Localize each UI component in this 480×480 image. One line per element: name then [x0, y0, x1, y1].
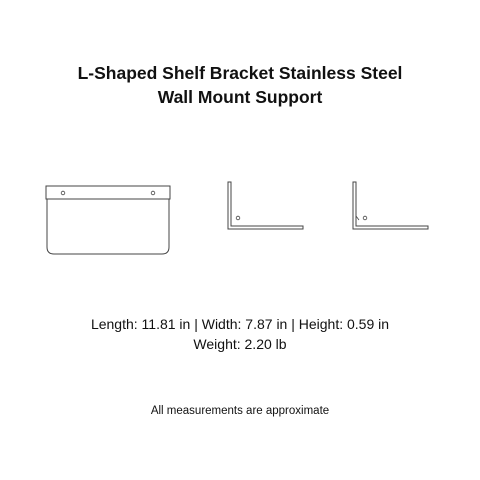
- side-view-mount-hole: [236, 216, 240, 220]
- side-view-alternate-l-profile: [353, 182, 428, 229]
- side-view-alternate-drawing: [351, 180, 433, 232]
- front-view-drawing: [44, 184, 174, 260]
- side-view-drawing: [226, 180, 308, 232]
- side-view-l-profile: [228, 182, 303, 229]
- technical-drawings: [0, 170, 480, 270]
- measurement-note: All measurements are approximate: [150, 405, 330, 417]
- front-view-plate: [47, 199, 169, 254]
- front-view-mount-hole-right: [151, 191, 155, 195]
- product-title: [0, 61, 480, 109]
- front-view-mount-hole-left: [61, 191, 65, 195]
- product-title-line-1: L-Shaped Shelf Bracket Stainless Steel: [77, 63, 403, 83]
- side-view-alternate-mount-hole: [363, 216, 367, 220]
- product-title-line-2: Wall Mount Support: [157, 87, 323, 107]
- product-specifications: [0, 314, 480, 354]
- weight-text: Weight: 2.20 lb: [193, 336, 287, 352]
- dimensions-text: Length: 11.81 in | Width: 7.87 in | Height: 0.59 in: [90, 316, 390, 332]
